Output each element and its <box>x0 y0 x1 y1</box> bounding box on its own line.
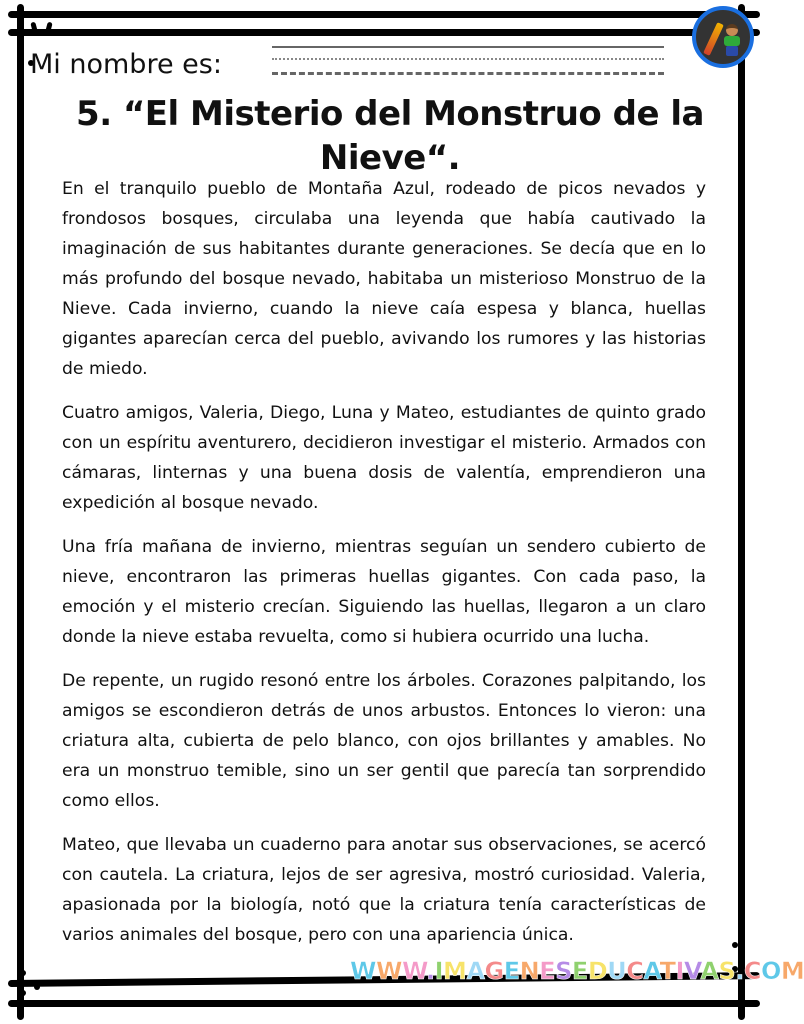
writing-line-bottom <box>272 72 664 75</box>
decor-dot <box>20 970 26 976</box>
watermark-letter: W <box>350 957 376 985</box>
watermark-letter: C <box>743 957 761 985</box>
watermark-letter: V <box>683 957 701 985</box>
watermark-letter: . <box>425 957 435 985</box>
name-writing-lines[interactable] <box>272 44 664 78</box>
story-body <box>62 174 706 964</box>
frame-bottom-line-2 <box>8 1000 760 1007</box>
story-title: 5. “El Misterio del Monstruo de la Nieve“. <box>76 94 704 178</box>
pencil-icon <box>703 22 724 56</box>
watermark-letter: D <box>587 957 608 985</box>
name-row <box>30 44 222 84</box>
frame-right-line <box>738 4 745 1020</box>
story-paragraph: Cuatro amigos, Valeria, Diego, Luna y Mateo, estudiantes de quinto grado con un espíritu aventurero, decidieron investigar el misterio. Armados con cámaras, linternas y una buena dosis de valentía, emprendieron una expedición al bosque nevado. <box>62 403 706 513</box>
name-label: Mi nombre es: <box>30 48 222 80</box>
watermark-letter: M <box>443 957 467 985</box>
watermark-letter: G <box>484 957 504 985</box>
watermark-letter: A <box>466 957 485 985</box>
kid-body <box>724 36 740 46</box>
story-paragraph: Una fría mañana de invierno, mientras seguían un sendero cubierto de nieve, encontraron las primeras huellas gigantes. Con cada paso, la emoción y el misterio crecían. Siguiendo las huellas, llegaron a un claro donde la nieve estaba revuelta, como si hubiera ocurrido una lucha. <box>62 537 706 647</box>
story-paragraph: En el tranquilo pueblo de Montaña Azul, rodeado de picos nevados y frondosos bosques, circulaba una leyenda que había cautivado la imaginación de sus habitantes durante generaciones. Se decía que en lo más profundo del bosque nevado, habitaba un misterioso Monstruo de la Nieve. Cada invierno, cuando la nieve caía espesa y blanca, huellas gigantes aparecían cerca del pueblo, avivando los rumores y las historias de miedo. <box>62 179 706 379</box>
watermark-letter: U <box>607 957 627 985</box>
decor-dot <box>20 990 26 996</box>
decor-dot <box>732 942 738 948</box>
story-paragraph: Mateo, que llevaba un cuaderno para anotar sus observaciones, se acercó con cautela. La criatura, lejos de ser agresiva, mostró curiosidad. Valeria, apasionada por la biología, notó que la criatura tenía características de varios animales del bosque, pero con una apariencia única. <box>62 835 706 945</box>
watermark-letter: S <box>718 957 736 985</box>
story-paragraph: De repente, un rugido resonó entre los árboles. Corazones palpitando, los amigos se escondieron detrás de unos arbustos. Entonces lo vieron: una criatura alta, cubierta de pelo blanco, con ojos brillantes y amables. No era un monstruo temible, sino un ser gentil que parecía tan sorprendido como ellos. <box>62 671 706 811</box>
frame-top-line-1 <box>8 11 760 18</box>
watermark-letter: S <box>555 957 572 985</box>
watermark-letter: E <box>503 957 520 985</box>
watermark-letter: T <box>659 957 676 985</box>
brand-logo-icon <box>692 6 754 68</box>
frame-left-line <box>17 4 24 1020</box>
watermark-letter: E <box>571 957 588 985</box>
kid-head <box>726 24 738 36</box>
watermark-letter: N <box>519 957 540 985</box>
watermark-website <box>350 957 804 985</box>
watermark-letter: W <box>375 957 402 985</box>
watermark-letter: A <box>700 957 719 985</box>
watermark-letter: . <box>735 957 744 985</box>
writing-line-top <box>272 46 664 48</box>
writing-line-mid <box>272 58 664 60</box>
watermark-letter: O <box>760 957 781 985</box>
watermark-letter: A <box>643 957 660 985</box>
decor-dot <box>34 984 40 990</box>
watermark-letter: E <box>539 957 556 985</box>
watermark-letter: I <box>675 957 684 985</box>
frame-top-line-2 <box>8 29 760 36</box>
watermark-letter: W <box>401 957 426 985</box>
watermark-letter: C <box>626 957 644 985</box>
kid-legs <box>726 46 738 56</box>
watermark-letter: M <box>780 957 804 985</box>
watermark-letter: I <box>434 957 444 985</box>
